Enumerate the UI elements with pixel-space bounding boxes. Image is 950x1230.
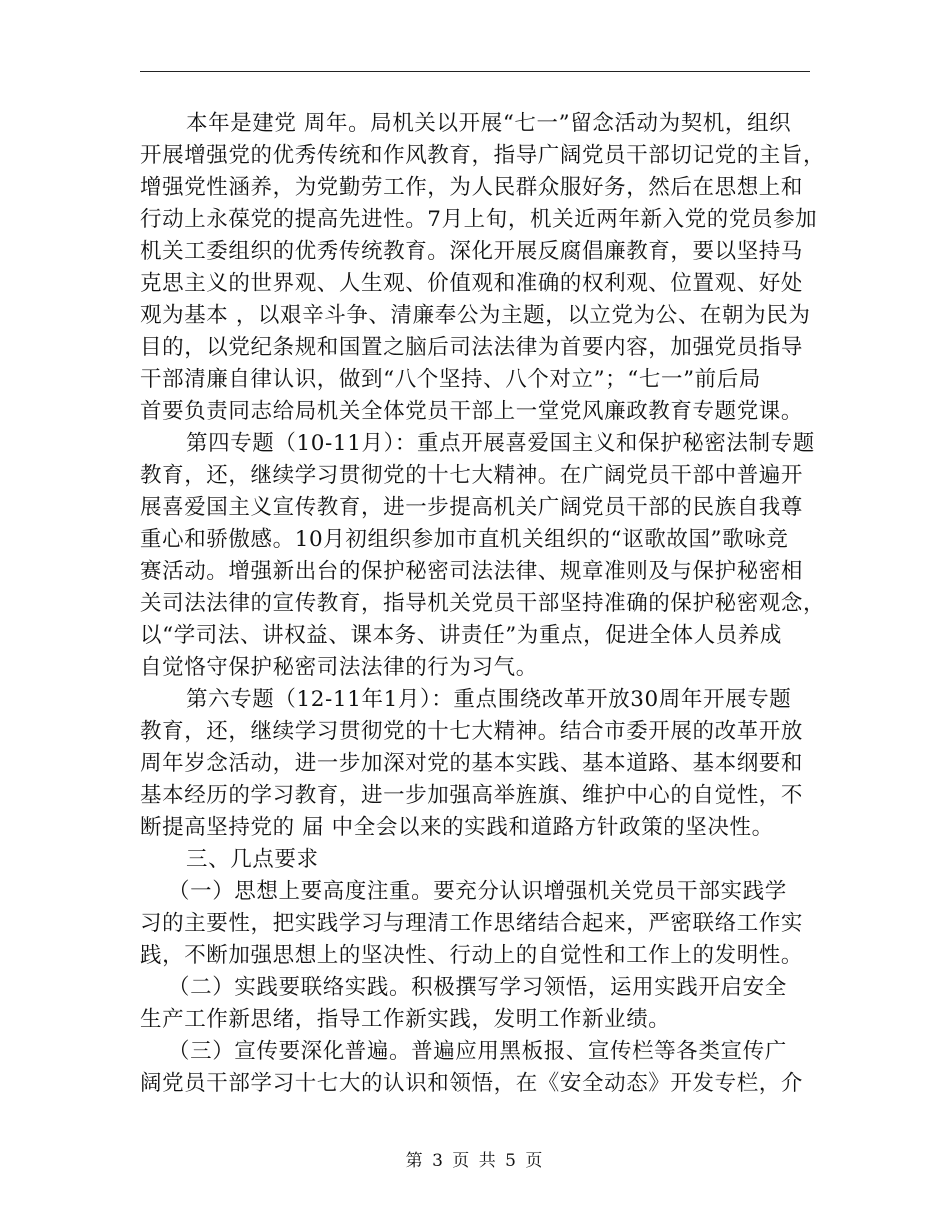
paragraph-line: （二）实践要联络实践。积极撰写学习领悟，运用实践开启安全 bbox=[168, 975, 787, 1000]
paragraph-line: 增强党性涵养，为党勤劳工作，为人民群众服好务，然后在思想上和 bbox=[140, 175, 804, 200]
paragraph-line: 机关工委组织的优秀传统教育。深化开展反腐倡廉教育，要以坚持马 bbox=[140, 239, 804, 264]
paragraph-line: （三）宣传要深化普遍。普遍应用黑板报、宣传栏等各类宣传广 bbox=[168, 1039, 787, 1064]
page-number-footer: 第 3 页 共 5 页 bbox=[405, 1151, 545, 1171]
paragraph-line: 观为基本 ，以艰辛斗争、清廉奉公为主题，以立党为公、在朝为民为 bbox=[140, 303, 811, 328]
paragraph-line: 教育，还，继续学习贯彻党的十七大精神。在广阔党员干部中普遍开 bbox=[140, 463, 804, 488]
document-body bbox=[140, 108, 826, 1100]
paragraph-line: 断提高坚持党的 届 中全会以来的实践和道路方针政策的坚决性。 bbox=[140, 815, 774, 840]
paragraph-line: 生产工作新思绪，指导工作新实践，发明工作新业绩。 bbox=[140, 1007, 671, 1032]
paragraph-line: 赛活动。增强新出台的保护秘密司法法律、规章准则及与保护秘密相 bbox=[140, 559, 804, 584]
paragraph-line: 第四专题（10-11月）：重点开展喜爱国主义和保护秘密法制专题 bbox=[186, 431, 815, 456]
header-rule bbox=[140, 71, 810, 72]
paragraph-line: 干部清廉自律认识，做到“八个坚持、八个对立”；“七一”前后局 bbox=[140, 367, 761, 392]
paragraph-line: 教育，还，继续学习贯彻党的十七大精神。结合市委开展的改革开放 bbox=[140, 719, 804, 744]
paragraph-line: 践，不断加强思想上的坚决性、行动上的自觉性和工作上的发明性。 bbox=[140, 943, 804, 968]
paragraph-line: 周年岁念活动，进一步加深对党的基本实践、基本道路、基本纲要和 bbox=[140, 751, 804, 776]
section-heading: 三、几点要求 bbox=[186, 847, 319, 872]
paragraph-line: 目的，以党纪条规和国置之脑后司法法律为首要内容，加强党员指导 bbox=[140, 335, 804, 360]
paragraph-line: 展喜爱国主义宣传教育，进一步提高机关广阔党员干部的民族自我尊 bbox=[140, 495, 804, 520]
paragraph-line: 开展增强党的优秀传统和作风教育，指导广阔党员干部切记党的主旨， bbox=[140, 143, 826, 168]
paragraph-line: 习的主要性，把实践学习与理清工作思绪结合起来，严密联络工作实 bbox=[140, 911, 804, 936]
paragraph-line: 以“学司法、讲权益、课本务、讲责任”为重点，促进全体人员养成 bbox=[140, 623, 782, 648]
paragraph-line: 克思主义的世界观、人生观、价值观和准确的权利观、位置观、好处 bbox=[140, 271, 804, 296]
paragraph-line: 自觉恪守保护秘密司法法律的行为习气。 bbox=[140, 655, 538, 680]
paragraph-line: 行动上永葆党的提高先进性。7月上旬，机关近两年新入党的党员参加 bbox=[140, 207, 818, 232]
paragraph-line: 本年是建党 周年。局机关以开展“七一”留念活动为契机，组织 bbox=[186, 111, 792, 136]
paragraph-line: 基本经历的学习教育，进一步加强高举旌旗、维护中心的自觉性，不 bbox=[140, 783, 804, 808]
paragraph-line: 第六专题（12-11年1月）：重点围绕改革开放30周年开展专题 bbox=[186, 687, 792, 712]
paragraph-line: 首要负责同志给局机关全体党员干部上一堂党风廉政教育专题党课。 bbox=[140, 399, 804, 424]
paragraph-line: 关司法法律的宣传教育，指导机关党员干部坚持准确的保护秘密观念， bbox=[140, 591, 826, 616]
paragraph-line: 阔党员干部学习十七大的认识和领悟，在《安全动态》开发专栏，介 bbox=[140, 1071, 804, 1096]
paragraph-line: （一）思想上要高度注重。要充分认识增强机关党员干部实践学 bbox=[168, 879, 787, 904]
paragraph-line: 重心和骄傲感。10月初组织参加市直机关组织的“讴歌故国”歌咏竞 bbox=[140, 527, 789, 552]
